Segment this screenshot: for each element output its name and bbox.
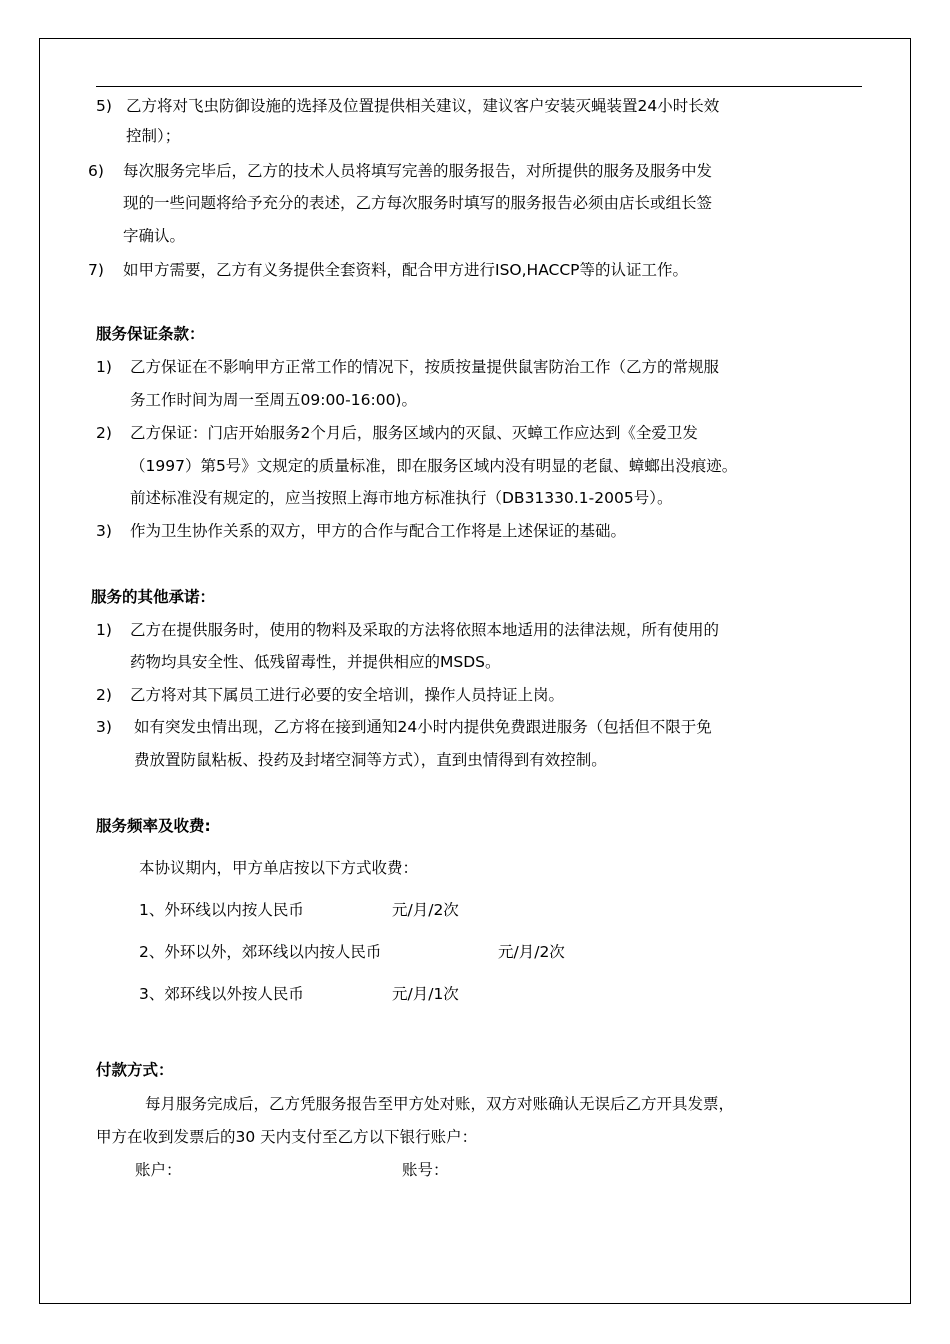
other-item-3-line1: 3) 如有突发虫情出现，乙方将在接到通知24小时内提供免费跟进服务（包括但不限于免: [96, 718, 712, 736]
list-item-5-line2: 控制）；: [126, 127, 181, 145]
other-item-3-line2: 费放置防鼠粘板、投药及封堵空洞等方式），直到虫情得到有效控制。: [134, 751, 607, 769]
guarantee-item-2-line2: （1997）第5号》文规定的质量标准，即在服务区域内没有明显的老鼠、蟑螂出没痕迹。: [130, 457, 738, 475]
other-heading: 服务的其他承诺：: [91, 588, 216, 606]
fee-row-2-label: 2、外环以外，郊环线以内按人民币: [139, 943, 382, 961]
guarantee-heading: 服务保证条款：: [96, 325, 205, 343]
payment-heading: 付款方式：: [96, 1061, 174, 1079]
other-item-1-line1: 1) 乙方在提供服务时，使用的物料及采取的方法将依照本地适用的法律法规，所有使用的: [96, 621, 720, 639]
guarantee-item-3: 3) 作为卫生协作关系的双方，甲方的合作与配合工作将是上述保证的基础。: [96, 522, 627, 540]
guarantee-item-2-line1: 2) 乙方保证：门店开始服务2个月后，服务区域内的灭鼠、灭蟑工作应达到《全爱卫发: [96, 424, 698, 442]
list-item-5-line1: 5) 乙方将对飞虫防御设施的选择及位置提供相关建议，建议客户安装灭蝇装置24小时长效: [96, 97, 720, 115]
guarantee-item-1-line1: 1) 乙方保证在不影响甲方正常工作的情况下，按质按量提供鼠害防治工作（乙方的常规服: [96, 358, 720, 376]
fee-row-1-unit: 元/月/2次: [392, 901, 459, 919]
payment-line2: 甲方在收到发票后的30 天内支付至乙方以下银行账户：: [96, 1128, 478, 1146]
fee-row-3-label: 3、郊环线以外按人民币: [139, 985, 304, 1003]
guarantee-item-1-line2: 务工作时间为周一至周五09:00-16:00)。: [130, 391, 417, 409]
list-item-6-line1: 6) 每次服务完毕后，乙方的技术人员将填写完善的服务报告，对所提供的服务及服务中发: [88, 162, 713, 180]
payment-line1: 每月服务完成后，乙方凭服务报告至甲方处对账，双方对账确认无误后乙方开具发票，: [145, 1095, 735, 1113]
header-rule: [96, 86, 862, 87]
fees-heading: 服务频率及收费:: [96, 817, 211, 835]
fee-row-1-label: 1、外环线以内按人民币: [139, 901, 304, 919]
account-label: 账户：: [135, 1161, 182, 1179]
list-item-6-line3: 字确认。: [123, 227, 186, 245]
guarantee-item-2-line3: 前述标准没有规定的，应当按照上海市地方标准执行（DB31330.1-2005号）。: [130, 489, 673, 507]
list-item-6-line2: 现的一些问题将给予充分的表述，乙方每次服务时填写的服务报告必须由店长或组长签: [123, 194, 713, 212]
other-item-2: 2) 乙方将对其下属员工进行必要的安全培训，操作人员持证上岗。: [96, 686, 565, 704]
fees-intro: 本协议期内，甲方单店按以下方式收费：: [139, 859, 419, 877]
list-item-7: 7) 如甲方需要，乙方有义务提供全套资料，配合甲方进行ISO,HACCP等的认证工作。: [88, 261, 689, 279]
account-number-label: 账号：: [402, 1161, 449, 1179]
other-item-1-line2: 药物均具安全性、低残留毒性，并提供相应的MSDS。: [130, 653, 501, 671]
fee-row-3-unit: 元/月/1次: [392, 985, 459, 1003]
fee-row-2-unit: 元/月/2次: [498, 943, 565, 961]
